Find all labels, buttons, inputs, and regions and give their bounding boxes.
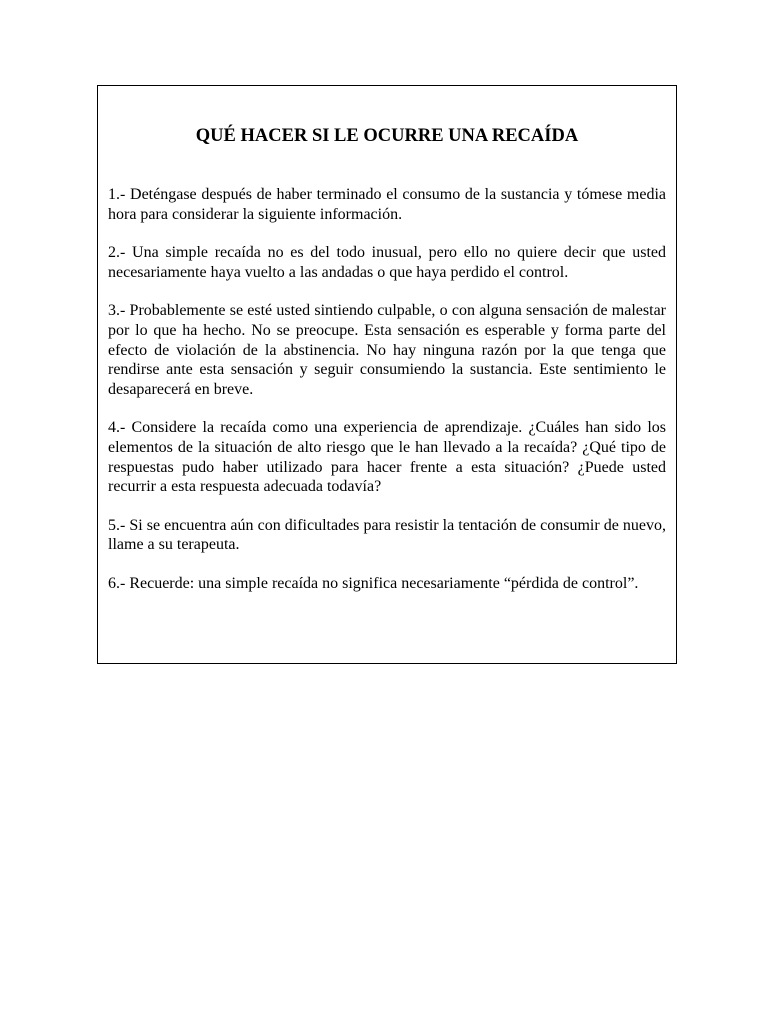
- paragraph-4: 4.- Considere la recaída como una experiencia de aprendizaje. ¿Cuáles han sido los elementos de la situación de alto riesgo que le han llevado a la recaída? ¿Qué tipo de respuestas pudo haber utilizado para hacer frente a esta situación? ¿Puede usted recurrir a esta respuesta adecuada todavía?: [108, 419, 666, 496]
- paragraph-3: 3.- Probablemente se esté usted sintiendo culpable, o con alguna sensación de malestar por lo que ha hecho. No se preocupe. Esta sensación es esperable y forma parte del efecto de violación de la abstinencia. No hay ninguna razón por la que tenga que rendirse ante esta sensación y seguir consumiendo la sustancia. Este sentimiento le desaparecerá en breve.: [108, 302, 666, 398]
- paragraph-5: 5.- Si se encuentra aún con dificultades para resistir la tentación de consumir de nuevo, llame a su terapeuta.: [108, 516, 666, 554]
- bordered-text-box: [97, 85, 677, 664]
- paragraph-2: 2.- Una simple recaída no es del todo inusual, pero ello no quiere decir que usted necesariamente haya vuelto a las andadas o que haya perdido el control.: [108, 244, 666, 281]
- paragraph-list: [108, 185, 666, 613]
- paragraph-1: 1.- Deténgase después de haber terminado el consumo de la sustancia y tómese media hora para considerar la siguiente información.: [108, 186, 666, 223]
- paragraph-6: 6.- Recuerde: una simple recaída no significa necesariamente “pérdida de control”.: [108, 574, 639, 592]
- document-title: QUÉ HACER SI LE OCURRE UNA RECAÍDA: [195, 126, 579, 146]
